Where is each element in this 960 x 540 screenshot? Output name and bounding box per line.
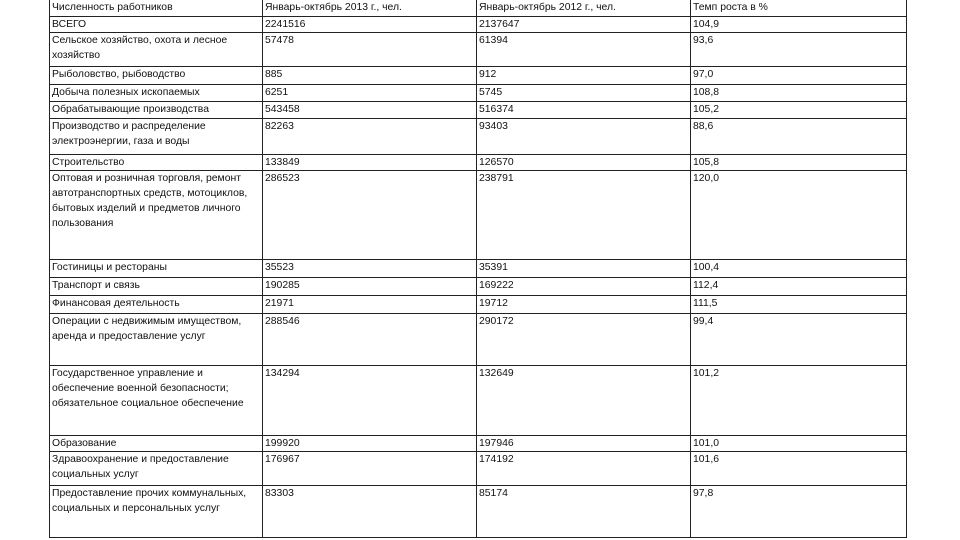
row-growth: 101,0: [691, 436, 907, 452]
row-2013: 83303: [263, 486, 477, 538]
table-row: [50, 33, 907, 67]
row-2012: 197946: [477, 436, 691, 452]
row-name: Строительство: [50, 155, 263, 171]
table-row: [50, 155, 907, 171]
table-row: [50, 366, 907, 436]
row-2013: 57478: [263, 33, 477, 67]
table-row: [50, 17, 907, 33]
row-2012: 61394: [477, 33, 691, 67]
row-2012: 238791: [477, 171, 691, 260]
header-workers: Численность работников: [50, 0, 263, 17]
row-2013: 190285: [263, 278, 477, 296]
row-growth: 97,0: [691, 67, 907, 85]
row-2013: 134294: [263, 366, 477, 436]
row-2012: 169222: [477, 278, 691, 296]
header-row: [50, 0, 907, 17]
row-name: Транспорт и связь: [50, 278, 263, 296]
row-2013: 199920: [263, 436, 477, 452]
table-row: [50, 171, 907, 260]
row-2012: 19712: [477, 296, 691, 314]
row-growth: 104,9: [691, 17, 907, 33]
row-name: Оптовая и розничная торговля, ремонт автотранспортных средств, мотоциклов, бытовых изделий и предметов личного пользования: [50, 171, 263, 260]
header-2012: Январь-октябрь 2012 г., чел.: [477, 0, 691, 17]
table-row: [50, 85, 907, 102]
row-2012: 93403: [477, 119, 691, 155]
header-growth: Темп роста в %: [691, 0, 907, 17]
row-2012: 516374: [477, 102, 691, 119]
table-row: [50, 119, 907, 155]
table-row: [50, 314, 907, 366]
table-row: [50, 436, 907, 452]
table-row: [50, 67, 907, 85]
row-growth: 101,2: [691, 366, 907, 436]
row-growth: 112,4: [691, 278, 907, 296]
row-growth: 93,6: [691, 33, 907, 67]
row-name: Производство и распределение электроэнергии, газа и воды: [50, 119, 263, 155]
row-growth: 88,6: [691, 119, 907, 155]
row-growth: 120,0: [691, 171, 907, 260]
table-row: [50, 278, 907, 296]
row-name: Гостиницы и рестораны: [50, 260, 263, 278]
row-2013: 543458: [263, 102, 477, 119]
row-name: Рыболовство, рыбоводство: [50, 67, 263, 85]
row-growth: 97,8: [691, 486, 907, 538]
row-2013: 35523: [263, 260, 477, 278]
row-name: Операции с недвижимым имуществом, аренда и предоставление услуг: [50, 314, 263, 366]
row-2012: 126570: [477, 155, 691, 171]
row-2012: 290172: [477, 314, 691, 366]
table-body: [50, 0, 907, 538]
table-row: [50, 296, 907, 314]
row-name: Здравоохранение и предоставление социальных услуг: [50, 452, 263, 486]
row-name: ВСЕГО: [50, 17, 263, 33]
row-2013: 21971: [263, 296, 477, 314]
row-name: Государственное управление и обеспечение военной безопасности; обязательное социальное обеспечение: [50, 366, 263, 436]
row-2013: 288546: [263, 314, 477, 366]
row-name: Образование: [50, 436, 263, 452]
row-2013: 6251: [263, 85, 477, 102]
row-name: Обрабатывающие производства: [50, 102, 263, 119]
row-growth: 100,4: [691, 260, 907, 278]
row-2013: 133849: [263, 155, 477, 171]
row-2013: 885: [263, 67, 477, 85]
row-growth: 105,2: [691, 102, 907, 119]
table-row: [50, 260, 907, 278]
row-growth: 111,5: [691, 296, 907, 314]
row-2013: 176967: [263, 452, 477, 486]
row-2012: 35391: [477, 260, 691, 278]
row-name: Предоставление прочих коммунальных, социальных и персональных услуг: [50, 486, 263, 538]
row-2012: 2137647: [477, 17, 691, 33]
row-2013: 2241516: [263, 17, 477, 33]
row-2012: 912: [477, 67, 691, 85]
row-growth: 108,8: [691, 85, 907, 102]
row-name: Сельское хозяйство, охота и лесное хозяйство: [50, 33, 263, 67]
table-row: [50, 486, 907, 538]
row-name: Добыча полезных ископаемых: [50, 85, 263, 102]
table-row: [50, 102, 907, 119]
row-2012: 132649: [477, 366, 691, 436]
row-growth: 101,6: [691, 452, 907, 486]
workers-table: [49, 0, 907, 538]
row-growth: 99,4: [691, 314, 907, 366]
row-2012: 85174: [477, 486, 691, 538]
row-growth: 105,8: [691, 155, 907, 171]
row-2013: 82263: [263, 119, 477, 155]
row-2013: 286523: [263, 171, 477, 260]
row-2012: 174192: [477, 452, 691, 486]
table-row: [50, 452, 907, 486]
row-2012: 5745: [477, 85, 691, 102]
row-name: Финансовая деятельность: [50, 296, 263, 314]
header-2013: Январь-октябрь 2013 г., чел.: [263, 0, 477, 17]
